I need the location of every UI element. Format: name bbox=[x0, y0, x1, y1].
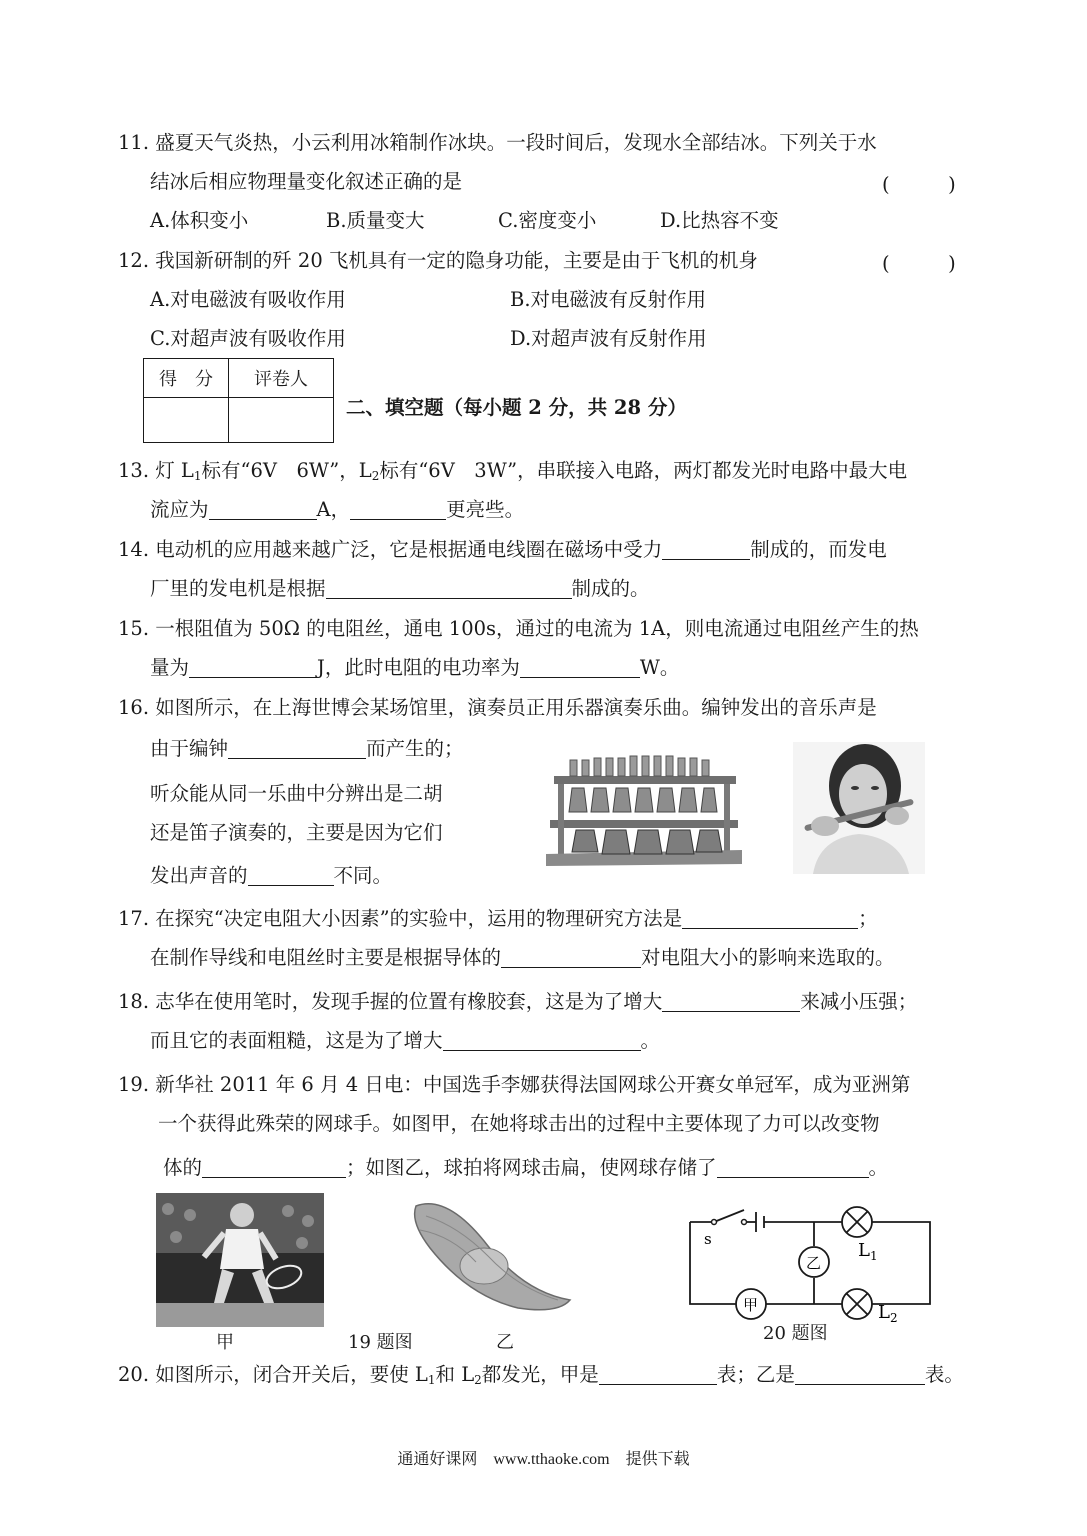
lamp2-label: $L_2$ bbox=[878, 1302, 898, 1325]
q20-blank-jia[interactable] bbox=[599, 1364, 717, 1385]
q11-answer-paren: ( ) bbox=[882, 173, 956, 196]
section2-title: 二、填空题（每小题 2 分，共 28 分） bbox=[346, 396, 687, 419]
q17-line2: 在制作导线和电阻丝时主要是根据导体的 对电阻大小的影响来选取的。 bbox=[150, 946, 895, 969]
bianzhong-image bbox=[546, 746, 742, 868]
q11-option-d: D.比热容不变 bbox=[660, 209, 779, 232]
q16-line3: 听众能从同一乐曲中分辨出是二胡 bbox=[150, 782, 443, 805]
q18-line1: 18. 志华在使用笔时，发现手握的位置有橡胶套，这是为了增大 来减小压强； bbox=[118, 990, 918, 1013]
score-header: 得 分 bbox=[144, 359, 229, 398]
q12-line1: 12. 我国新研制的歼 20 飞机具有一定的隐身功能，主要是由于飞机的机身 bbox=[118, 249, 758, 272]
switch-label: s bbox=[704, 1230, 712, 1248]
grader-header: 评卷人 bbox=[229, 359, 334, 398]
q18-line2: 而且它的表面粗糙，这是为了增大 。 bbox=[150, 1029, 661, 1052]
q20-blank-yi[interactable] bbox=[795, 1364, 925, 1385]
q11-line1: 11. 盛夏天气炎热，小云利用冰箱制作冰块。一段时间后，发现水全部结冰。下列关于水 bbox=[118, 131, 877, 154]
q11-option-c: C.密度变小 bbox=[498, 209, 597, 232]
q19-blank-1[interactable] bbox=[202, 1157, 346, 1178]
q17-line1: 17. 在探究“决定电阻大小因素”的实验中，运用的物理研究方法是 ； bbox=[118, 907, 878, 930]
q16-line2: 由于编钟 而产生的； bbox=[150, 737, 464, 760]
q12-option-c: C.对超声波有吸收作用 bbox=[150, 327, 346, 350]
q16-blank-1[interactable] bbox=[228, 738, 366, 759]
q17-blank-property[interactable] bbox=[501, 947, 641, 968]
q14-blank-2[interactable] bbox=[326, 578, 572, 599]
q14-line2: 厂里的发电机是根据 制成的。 bbox=[150, 577, 650, 600]
q19-line1: 19. 新华社 2011 年 6 月 4 日电：中国选手李娜获得法国网球公开赛女单冠军，成为亚洲第 bbox=[118, 1073, 911, 1096]
q13-blank-current[interactable] bbox=[209, 499, 317, 520]
q11-option-b: B.质量变大 bbox=[326, 209, 425, 232]
q14-blank-1[interactable] bbox=[662, 539, 750, 560]
lamp1-label: $L_1$ bbox=[858, 1240, 878, 1263]
q11-line2: 结冰后相应物理量变化叙述正确的是 bbox=[150, 170, 463, 193]
q16-line1: 16. 如图所示，在上海世博会某场馆里，演奏员正用乐器演奏乐曲。编钟发出的音乐声是 bbox=[118, 696, 877, 719]
q11-option-a: A.体积变小 bbox=[150, 209, 249, 232]
q18-blank-2[interactable] bbox=[443, 1030, 641, 1051]
q12-answer-paren: ( ) bbox=[882, 252, 956, 275]
q13-blank-brighter[interactable] bbox=[350, 499, 446, 520]
squashed-ball-image bbox=[408, 1196, 576, 1318]
grader-cell[interactable] bbox=[229, 398, 334, 443]
circuit-diagram bbox=[686, 1196, 936, 1326]
q19-line3: 体的 ；如图乙，球拍将网球击扁，使网球存储了 。 bbox=[163, 1156, 889, 1179]
fig-label-20: 20 题图 bbox=[763, 1323, 828, 1344]
q16-line5: 发出声音的 不同。 bbox=[150, 864, 393, 887]
q13-line1: 13. 灯 $L_1$标有“6V 6W”，$L_2$标有“6V 3W”，串联接入电路，两灯都发光时电路中最大电 bbox=[118, 459, 908, 483]
fig-label-19: 19 题图 bbox=[348, 1332, 413, 1353]
q20-line1: 20. 如图所示，闭合开关后，要使 $L_1$和 $L_2$都发光，甲是 表；乙是 表。 bbox=[118, 1363, 964, 1387]
q15-blank-heat[interactable] bbox=[189, 657, 317, 678]
q15-line2: 量为 J，此时电阻的电功率为 W。 bbox=[150, 656, 680, 679]
meter-yi-label: 乙 bbox=[806, 1254, 822, 1272]
fig-label-yi: 乙 bbox=[496, 1332, 514, 1353]
footer-source: 通通好课网 www.tthaoke.com 提供下载 bbox=[397, 1451, 690, 1468]
q13-line2: 流应为 A， 更亮些。 bbox=[150, 498, 525, 521]
q19-blank-2[interactable] bbox=[717, 1157, 869, 1178]
q12-option-a: A.对电磁波有吸收作用 bbox=[150, 288, 346, 311]
q15-blank-power[interactable] bbox=[520, 657, 640, 678]
meter-jia-label: 甲 bbox=[743, 1296, 759, 1314]
q17-blank-method[interactable] bbox=[682, 908, 858, 929]
q16-line4: 还是笛子演奏的，主要是因为它们 bbox=[150, 821, 443, 844]
fig-label-jia: 甲 bbox=[216, 1332, 234, 1353]
q12-option-b: B.对电磁波有反射作用 bbox=[510, 288, 707, 311]
score-cell[interactable] bbox=[144, 398, 229, 443]
q16-blank-2[interactable] bbox=[248, 865, 334, 886]
q12-option-d: D.对超声波有反射作用 bbox=[510, 327, 707, 350]
q15-line1: 15. 一根阻值为 50Ω 的电阻丝，通电 100s，通过的电流为 1A，则电流通过电阻丝产生的热 bbox=[118, 617, 919, 640]
flute-player-image bbox=[793, 742, 925, 874]
q18-blank-1[interactable] bbox=[662, 991, 800, 1012]
score-table bbox=[143, 358, 334, 443]
q19-line2: 一个获得此殊荣的网球手。如图甲，在她将球击出的过程中主要体现了力可以改变物 bbox=[158, 1112, 880, 1135]
q14-line1: 14. 电动机的应用越来越广泛，它是根据通电线圈在磁场中受力 制成的，而发电 bbox=[118, 538, 887, 561]
tennis-player-image bbox=[156, 1193, 324, 1327]
